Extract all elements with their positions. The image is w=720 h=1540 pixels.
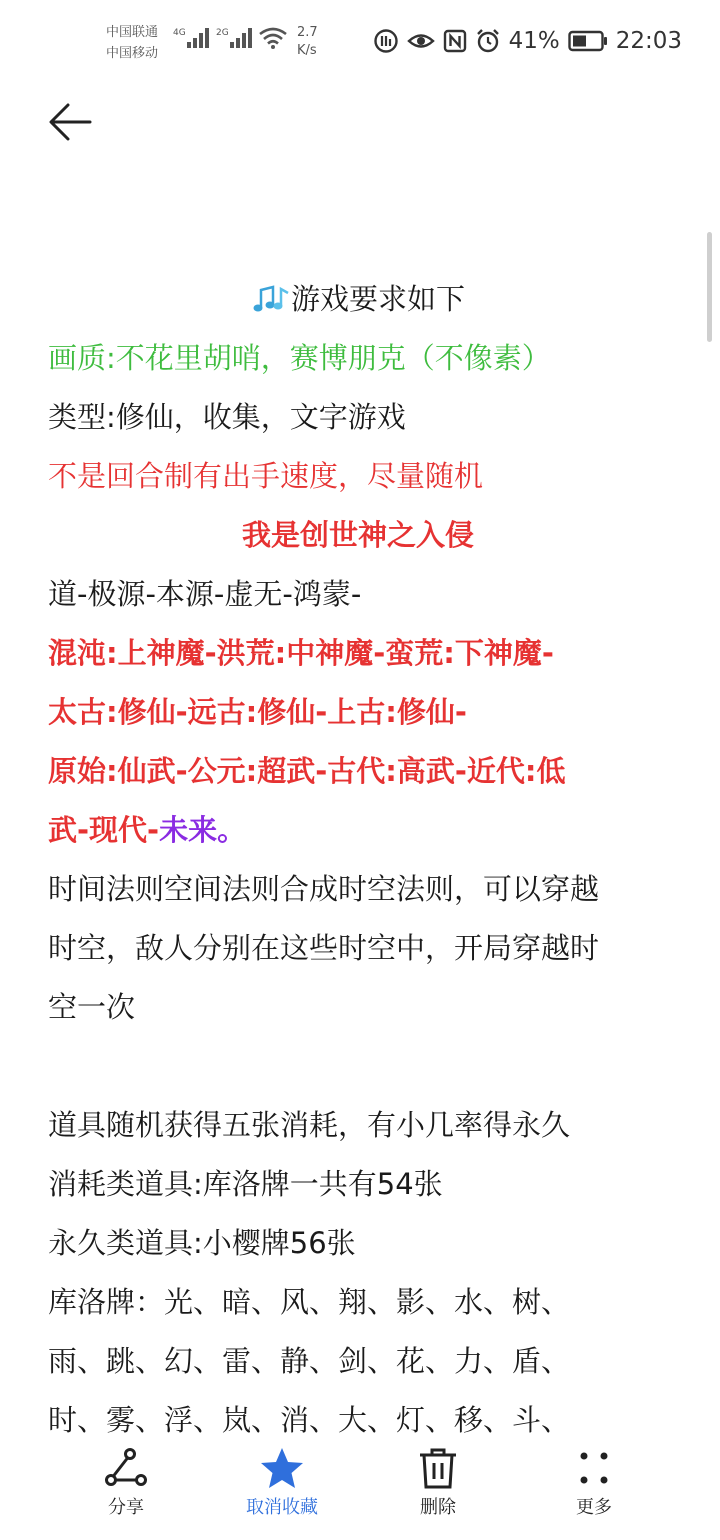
premise-line: 我是创世神之入侵 xyxy=(241,518,474,552)
era-line-4 xyxy=(48,801,668,860)
era-future: 未来。 xyxy=(159,813,247,847)
more-label: 更多 xyxy=(576,1497,612,1518)
back-button[interactable] xyxy=(48,100,98,150)
network-type-2: 2G xyxy=(216,28,229,38)
more-dots-icon xyxy=(570,1446,618,1490)
unfavorite-button[interactable] xyxy=(222,1440,342,1540)
network-type-1: 4G xyxy=(173,28,186,38)
blank-line xyxy=(48,1037,668,1096)
network-speed xyxy=(297,24,318,60)
items-line: 道具随机获得五张消耗，有小几率得永久 xyxy=(48,1108,571,1142)
law-line-1: 时间法则空间法则合成时空法则，可以穿越 xyxy=(48,872,600,906)
signal-icon-2 xyxy=(229,26,253,50)
data-saver-icon xyxy=(373,28,399,54)
share-icon xyxy=(102,1446,150,1490)
cards-line-1: 库洛牌：光、暗、风、翔、影、水、树、 xyxy=(48,1285,571,1319)
signal-icon-1 xyxy=(186,26,210,50)
era-line-2: 太古:修仙-远古:修仙-上古:修仙- xyxy=(48,695,467,729)
note-title-line xyxy=(48,270,668,329)
speed-value: 2.7 xyxy=(297,25,318,40)
status-right xyxy=(373,28,682,54)
era-line-3: 原始:仙武-公元:超武-古代:高武-近代:低 xyxy=(48,754,566,788)
realm-chain-line: 道-极源-本源-虚无-鸿蒙- xyxy=(48,577,362,611)
note-content xyxy=(48,270,668,1450)
law-line-3: 空一次 xyxy=(48,990,136,1024)
quality-line: 画质:不花里胡哨，赛博朋克（不像素） xyxy=(48,341,551,375)
era-line-1: 混沌:上神魔-洪荒:中神魔-蛮荒:下神魔- xyxy=(48,636,554,670)
consumable-line: 消耗类道具:库洛牌一共有54张 xyxy=(48,1167,443,1201)
share-button[interactable] xyxy=(66,1440,186,1540)
delete-label: 删除 xyxy=(420,1497,456,1518)
type-line: 类型:修仙，收集，文字游戏 xyxy=(48,400,406,434)
mechanic-line: 不是回合制有出手速度，尽量随机 xyxy=(48,459,484,493)
bottom-toolbar xyxy=(0,1440,720,1540)
music-notes-icon xyxy=(251,284,291,314)
clock: 22:03 xyxy=(615,28,682,54)
permanent-line: 永久类道具:小樱牌56张 xyxy=(48,1226,356,1260)
carrier-2: 中国移动 xyxy=(106,46,159,61)
speed-unit: K/s xyxy=(297,43,317,58)
scrollbar-thumb[interactable] xyxy=(707,232,712,342)
note-title: 游戏要求如下 xyxy=(290,282,465,316)
nfc-icon xyxy=(443,29,467,53)
cards-line-3: 时、雾、浮、岚、消、大、灯、移、斗、 xyxy=(48,1403,571,1437)
arrow-left-icon xyxy=(48,100,92,144)
cards-line-2: 雨、跳、幻、雷、静、剑、花、力、盾、 xyxy=(48,1344,571,1378)
trash-icon xyxy=(414,1446,462,1490)
status-bar xyxy=(0,0,720,86)
star-icon xyxy=(258,1446,306,1490)
more-button[interactable] xyxy=(534,1440,654,1540)
battery-percent: 41% xyxy=(508,28,560,54)
eye-comfort-icon xyxy=(407,30,435,52)
law-line-2: 时空，敌人分别在这些时空中，开局穿越时 xyxy=(48,931,600,965)
alarm-icon xyxy=(475,28,501,54)
battery-icon xyxy=(568,30,608,52)
share-label: 分享 xyxy=(108,1497,144,1518)
delete-button[interactable] xyxy=(378,1440,498,1540)
carrier-1: 中国联通 xyxy=(106,25,159,40)
era-line-4-main: 武-现代- xyxy=(48,813,160,847)
carrier-info xyxy=(106,22,158,64)
wifi-icon xyxy=(258,26,288,50)
unfavorite-label: 取消收藏 xyxy=(246,1497,318,1518)
